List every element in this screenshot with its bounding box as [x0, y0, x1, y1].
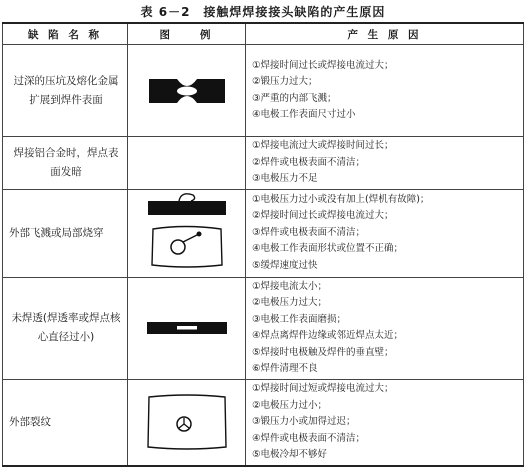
cause-item: ③严重的内部飞溅； [252, 92, 337, 104]
cause-list [246, 277, 524, 379]
cause-item: ③电极工作表面磨损； [252, 313, 347, 325]
table-title: 表 6－2 接触焊焊接接头缺陷的产生原因 [140, 5, 386, 19]
cause-item: ④焊件或电极表面不清洁； [252, 432, 366, 444]
cause-list [246, 189, 524, 277]
defect-name: 外部裂纹 [3, 379, 128, 466]
table-row [3, 277, 524, 379]
deep-indentation-illustration [147, 71, 227, 111]
cause-item: ③锻压力小或加得过迟； [252, 416, 356, 427]
incomplete-penetration-illustration [145, 320, 229, 336]
table-row [3, 379, 524, 466]
cause-item: ⑤缓焊速度过快 [252, 259, 318, 271]
cause-item: ①焊接时间过短或焊接电流过大； [252, 383, 394, 394]
spatter-burn-through-illustration [145, 193, 229, 273]
external-crack-illustration [144, 391, 230, 453]
cause-item: ③电极压力不足 [252, 173, 318, 184]
defect-figure [128, 45, 246, 137]
defect-name: 焊接铝合金时，焊点表面发暗 [3, 137, 128, 190]
table-row [3, 137, 524, 190]
cause-item: ①电极压力过小或没有加上(焊机有故障)； [252, 193, 430, 205]
header-row [3, 23, 524, 45]
defect-figure [128, 189, 246, 277]
cause-item: ①焊接电流太小； [252, 280, 328, 292]
cause-item: ⑤焊接时电极触及焊件的垂直壁； [252, 346, 394, 358]
cause-list [246, 379, 524, 466]
defect-name: 过深的压坑及熔化金属扩展到焊件表面 [3, 45, 128, 137]
cause-item: ④电极工作表面形状或位置不正确； [252, 243, 404, 255]
cause-item: ①焊接电流过大或焊接时间过长； [252, 140, 394, 151]
defect-figure [128, 277, 246, 379]
table-row [3, 45, 524, 137]
cause-item: ②锻压力过大； [252, 76, 318, 87]
cause-item: ①焊接时间过长或焊接电流过大； [252, 59, 394, 71]
table-row [3, 189, 524, 277]
cause-item: ⑤电极冷却不够好 [252, 449, 328, 460]
header-defect-name: 缺 陷 名 称 [3, 23, 128, 45]
defect-figure [128, 379, 246, 466]
defect-name: 外部飞溅或局部烧穿 [3, 189, 128, 277]
cause-item: ②电极压力过大； [252, 297, 328, 308]
cause-item: ④焊点离焊件边缘或邻近焊点太近； [252, 330, 404, 341]
cause-item: ⑥焊件清理不良 [252, 363, 318, 374]
cause-list [246, 137, 524, 190]
defect-table [2, 22, 524, 467]
cause-item: ②电极压力过小； [252, 399, 328, 411]
cause-item: ②焊接时间过长或焊接电流过大； [252, 210, 394, 222]
header-figure: 图 例 [128, 23, 246, 45]
cause-item: ②焊件或电极表面不清洁； [252, 156, 366, 168]
defect-figure [128, 137, 246, 190]
header-cause: 产 生 原 因 [246, 23, 524, 45]
cause-item: ④电极工作表面尺寸过小 [252, 109, 356, 120]
defect-name: 未焊透(焊透率或焊点核心直径过小) [3, 277, 128, 379]
cause-item: ③焊件或电极表面不清洁； [252, 226, 366, 238]
cause-list [246, 45, 524, 137]
